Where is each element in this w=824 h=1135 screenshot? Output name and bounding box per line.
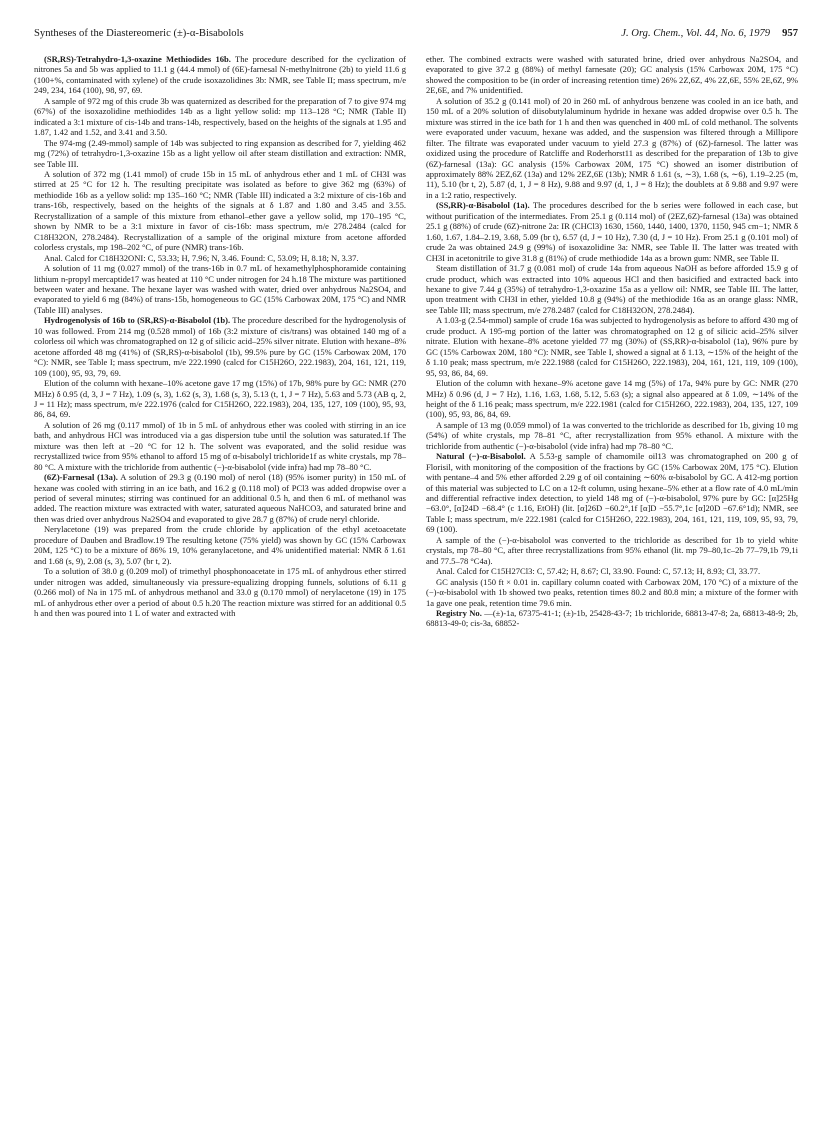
paragraph-text: Elution of the column with hexane–9% acetone gave 14 mg (5%) of 17a, 94% pure by GC: NMR (270 MHz) δ 0.96 (d, J = 7 Hz), 1.16, 1.63, 1.68, 5.12, 5.63 (s); a signal also appeared at δ 1.09, ∼14% of the height of the δ 1.16 peak; mass spectrum, m/e 222.1981 (calcd for C15H26O, 222.1983), 204, 135, 127, 109 (100), 95, 93, 86, 84, 69.	[426, 378, 798, 420]
paragraph	[426, 577, 798, 608]
paragraph	[426, 54, 798, 96]
paragraph-heading: Natural (−)-α-Bisabolol.	[436, 451, 526, 462]
paragraph-text: ether. The combined extracts were washed with saturated brine, dried over anhydrous Na2SO4, and evaporated to give 37.2 g (88%) of methyl farnesate (20); GC analysis (15% Carbowax 20M, 175 °C) showed the composition to be (in order of increasing retention time) 26% 2Z,6Z, 4% 2Z,6E, 55% 2E,6Z, 9% 2E,6E, and 7% unidentified.	[426, 54, 798, 96]
paragraph	[34, 138, 406, 169]
journal-name: J. Org. Chem., Vol. 44, No. 6, 1979	[621, 28, 771, 39]
paragraph-text: The 974-mg (2.49-mmol) sample of 14b was subjected to ring expansion as described for 7, yielding 462 mg (72%) of tetrahydro-1,3-oxazine 15b as a light yellow oil after steam distillation and extraction: NMR, see Table III.	[34, 137, 406, 169]
paragraph-text: A solution of 29.3 g (0.190 mol) of nerol (18) (95% isomer purity) in 150 mL of hexane was cooled with stirring in an ice bath, and 16.2 g (0.118 mol) of PCl3 was added dropwise over a period of several minutes; stirring was continued for an additional 0.5 h, and then 6 mL of methanol was added. The reaction mixture was extracted with water, saturated aqueous NaHCO3, and saturated brine and then was dried over anhydrous Na2SO4 and evaporated to give 28.7 g (87%) of crude neryl chloride.	[34, 472, 406, 524]
paragraph	[34, 315, 406, 378]
paragraph	[426, 535, 798, 566]
paragraph-text: A solution of 11 mg (0.027 mmol) of the trans-16b in 0.7 mL of hexamethylphosphoramide containing lithium n-propyl mercaptide17 was heated at 110 °C under nitrogen for 24 h.18 The mixture was partitioned between water and hexane. The hexane layer was washed with water, dried over anhydrous Na2SO4, and evaporated to yield 6 mg (84%) of trans-15b, homogeneous to GC (15% Carbowax 20M, 175 °C) and NMR (Table III) analyses.	[34, 263, 406, 315]
paragraph-text: A sample of the (−)-α-bisabolol was converted to the trichloride as described for 1b to yield white crystals, mp 78–80 °C, after three recrystallizations from 95% ethanol (lit. mp 79–80,1c–2b 77–79,1b 79,1i and 77.5–78 °C4a).	[426, 534, 798, 566]
paragraph	[34, 566, 406, 618]
paragraph-text: —(±)-1a, 67375-41-1; (±)-1b, 25428-43-7; 1b trichloride, 68813-47-8; 2a, 68813-48-9; 2b, 68813-49-0; cis-3a, 68852-	[426, 608, 799, 629]
left-column	[34, 54, 406, 629]
paragraph-text: Steam distillation of 31.7 g (0.081 mol) of crude 14a from aqueous NaOH as before afforded 15.9 g of crude product, which was extracted into 10% aqueous HCl and then basicified and extracted back into hexane to give 7.44 g (35%) of tetrahydro-1,3-oxazine 15a as a yellow oil: NMR, see Table III. The latter, upon treatment with CH3I in ether, yielded 10.8 g (94%) of the methiodide 16a as an orange glass: NMR, see Table III; mass spectrum, m/e 278.2487 (calcd for C18H32ON, 278.2484).	[426, 263, 798, 315]
paragraph-text: A 1.03-g (2.54-mmol) sample of crude 16a was subjected to hydrogenolysis as before to afford 430 mg of crude product. A 195-mg portion of the latter was chromatographed on 12 g of silicic acid–25% silver nitrate. Elution with hexane–8% acetone yielded 77 mg (30%) of (SS,RR)-α-bisabolol (1a), 96% pure by GC (15% Carbowax 20M, 180 °C): NMR, see Table I, showed a signal at δ 1.13, ∼15% of the height of the δ 1.10 peak; mass spectrum, m/e 222.1988 (calcd for C15H26O, 222.1983), 204, 161, 121, 119, 109 (100), 95, 93, 86, 84, 69.	[426, 315, 798, 378]
paragraph	[426, 263, 798, 315]
paragraph-heading: (SR,RS)-Tetrahydro-1,3-oxazine Methiodides 16b.	[44, 54, 231, 64]
paragraph-text: A solution of 372 mg (1.41 mmol) of crude 15b in 15 mL of anhydrous ether and 1 mL of CH3I was stirred at 25 °C for 12 h. The resulting precipitate was isolated as before to give 362 mg (63%) of methiodide 16b as a yellow solid: mp 135–160 °C; NMR (Table III) indicated a 3:2 mixture of cis-16b and trans-16b, respectively, based on the heights of the signals at δ 1.87 and 1.80 and 3.45 and 3.55. Recrystallization of a sample of this mixture from ethanol–ether gave a yellow solid, mp 170–195 °C, shown by NMR to be a 3:1 mixture in favor of cis-16b: mass spectrum, m/e 278.2484 (calcd for C18H32ON, 278.2484). Recrystallization of a sample of the original mixture from acetone afforded colorless crystals, mp 198–202 °C, of pure (NMR) trans-16b.	[34, 168, 406, 253]
paragraph	[426, 315, 798, 378]
paragraph-text: A solution of 35.2 g (0.141 mol) of 20 in 260 mL of anhydrous benzene was cooled in an ice bath, and 150 mL of a 20% solution of diisobutylaluminum hydride in hexane was added dropwise over 0.5 h. The mixture was stirred in the ice bath for 1 h and then was quenched in 400 mL of cold methanol. The solvents were evaporated under vacuum, hexane was added, and the suspension was filtered through a Millipore filter. The filtrate was evaporated under vacuum to yield 27.3 g (87%) of (6Z)-farnesol. The latter was oxidized using the procedure of Ratcliffe and Roderhorst11 as described for the preparation of 13b to give (6Z)-farnesal (13a): GC analysis (15% Carbowax 20M, 175 °C) showed an isomer distribution of approximately 88% 2EZ,6Z (13a) and 12% 2EZ,6E (13b); NMR δ 1.61 (s, ∼3), 1.68 (s, ∼6), 1.19–2.25 (m, 11), 5.10 (br t, 2), 5.87 (d, 1, J = 8 Hz), 9.88 and 9.97 (d, 1, J = 8 Hz); the doublets at δ 9.88 and 9.97 were in a 1:2 ratio, respectively.	[426, 95, 798, 200]
paragraph	[34, 96, 406, 138]
paragraph	[426, 420, 798, 451]
paragraph	[34, 420, 406, 472]
paragraph-text: A solution of 26 mg (0.117 mmol) of 1b in 5 mL of anhydrous ether was cooled with stirring in an ice bath, and anhydrous HCl was introduced via a gas dispersion tube until the solution was saturated.1f The mixture was then left at −20 °C for 12 h. The solvent was evaporated, and the solid residue was recrystallized twice from 95% ethanol to afford 15 mg of α-bisabolyl trichloride1f as white crystals, mp 78–80 °C. A mixture with the trichloride from authentic (−)-α-bisabolol (vide infra) had mp 78–80 °C.	[34, 419, 406, 472]
page-number: 957	[782, 28, 798, 39]
paragraph	[426, 200, 798, 263]
paragraph-text: A sample of 13 mg (0.059 mmol) of 1a was converted to the trichloride as described for 1b, giving 10 mg (54%) of white crystals, mp 78–81 °C, after recrystallization from 95% ethanol. A mixture with the trichloride from authentic (−)-α-bisabolol (vide infra) had mp 78–80 °C.	[426, 419, 798, 451]
paragraph	[34, 54, 406, 96]
paragraph-text: A sample of 972 mg of this crude 3b was quaternized as described for the preparation of 7 to give 974 mg (67%) of the isoxazolidine methiodides 14b as a light yellow solid: mp 113–128 °C; NMR (Table II) indicated a 3:1 mixture of cis-14b and trans-14b, respectively, based on the heights of the signals at 1.95 and 1.87, 1.42 and 1.52, and 3.41 and 3.50.	[34, 95, 406, 138]
paragraph-heading: Registry No.	[436, 608, 482, 619]
right-column	[426, 54, 798, 629]
paragraph	[34, 253, 406, 263]
paragraph	[426, 566, 798, 576]
paragraph-text: The procedure described for the cyclization of nitrones 5a and 5b was applied to 11.1 g (44.4 mmol) of (6E)-farnesal N-methylnitrone (2b) to yield 11.6 g (100+%, contaminated with xylene) of the crude isoxazolidines 3b: NMR, see Table II; mass spectrum, m/e 249, 234, 164 (100), 98, 97, 69.	[34, 54, 407, 96]
paragraph	[426, 96, 798, 201]
paragraph	[34, 472, 406, 524]
paragraph-text: A 5.53-g sample of chamomile oil13 was chromatographed on 200 g of Florisil, with monitoring of the composition of the fractions by GC (15% Carbowax 20M, 175 °C). Elution with pentane–4 and 5% ether afforded 2.29 g of oil containing ∼60% α-bisabolol by GC. A 412-mg portion of this material was subjected to LC on a 12-ft column, using hexane–5% ether at a flow rate of 4.0 mL/min and differential refractive index detection, to yield 148 mg of (−)-α-bisabolol, 97% pure by GC: [α]25Hg −63.0°, [α]24D −68.4° (c 1.16, EtOH) (lit. [α]26D −60.2°,1f [α]D −55.7°,1c [α]20D −67.6°1d); NMR, see Table I; mass spectrum, m/e 222.1981 (calcd for C15H26O, 222.1983), 204, 161, 121, 119, 109, 95, 93, 79, 69 (100).	[426, 451, 798, 535]
paragraph-text: Nerylacetone (19) was prepared from the crude chloride by application of the ethyl acetoacetate procedure of Dauben and Bradlow.19 The resulting ketone (75% yield) was shown by GC (15% Carbowax 20M, 125 °C) to be a mixture of 86% 19, 10% geranylacetone, and 4% unidentified material: NMR δ 1.61 and 1.68 (s, 9), 2.08 (s, 3), 5.07 (br t, 2).	[34, 524, 406, 566]
journal-citation	[621, 28, 798, 39]
running-header	[34, 28, 798, 54]
paragraph	[34, 263, 406, 315]
paragraph	[426, 451, 798, 535]
paragraph-text: The procedures described for the b series were followed in each case, but without purification of the intermediates. From 25.1 g (0.114 mol) of (2EZ,6Z)-farnesal (13a) was obtained 25.1 g (88%) of crude (6Z)-nitrone 2a: IR (CHCl3) 1630, 1560, 1440, 1400, 1370, 1150, 945 cm−1; NMR δ 1.60, 1.67, 1.84–2.19, 3.68, 5.09 (br t), 6.57 (d, J = 10 Hz), 7.30 (d, J = 10 Hz). From 25.1 g (0.101 mol) of crude 2a was obtained 24.9 g (99%) of isoxazolidine 3a: NMR, see Table II. The latter was treated with CH3I in acetonitrile to give 31.8 g (81%) of crude methiodide 14a as a brown gum: NMR, see Table II.	[426, 200, 798, 263]
paragraph-text: Anal. Calcd for C18H32ONI: C, 53.33; H, 7.96; N, 3.46. Found: C, 53.09; H, 8.18; N, 3.37.	[44, 252, 359, 263]
paragraph	[426, 378, 798, 420]
paragraph-heading: Hydrogenolysis of 16b to (SR,RS)-α-Bisabolol (1b).	[44, 315, 231, 326]
paragraph-text: GC analysis (150 ft × 0.01 in. capillary column coated with Carbowax 20M, 170 °C) of a mixture of the (−)-α-bisabolol with 1b showed two peaks, retention times 80.2 and 80.8 min; a mixture of the former with 1a gave one peak, retention time 79.6 min.	[426, 576, 798, 608]
paragraph-heading: (SS,RR)-α-Bisabolol (1a).	[436, 200, 530, 211]
paragraph-heading: (6Z)-Farnesal (13a).	[44, 472, 118, 483]
paragraph	[426, 608, 798, 629]
two-column-body	[34, 54, 798, 629]
paragraph-text: Elution of the column with hexane–10% acetone gave 17 mg (15%) of 17b, 98% pure by GC: NMR (270 MHz) δ 0.95 (d, 3, J = 7 Hz), 1.09 (s, 3), 1.62 (s, 3), 1.68 (s, 3), 5.13 (t, 1, J = 7 Hz), 5.63 and 5.73 (AB q, 2, J = 11 Hz); mass spectrum, m/e 222.1976 (calcd for C15H26O, 222.1983), 204, 135, 127, 109 (100), 95, 93, 86, 84, 69.	[34, 378, 406, 420]
paragraph	[34, 524, 406, 566]
running-title: Syntheses of the Diastereomeric (±)-α-Bisabolols	[34, 28, 244, 39]
paragraph-text: To a solution of 38.0 g (0.209 mol) of trimethyl phosphonoacetate in 175 mL of anhydrous ether stirred under nitrogen was added, simultaneously via pressure-equalizing dropping funnels, solutions of 6.11 g (0.266 mol) of Na in 175 mL of anhydrous methanol and 33.0 g (0.170 mmol) of nerylacetone (19) in 175 mL of anhydrous ether over a period of about 0.5 h.20 The reaction mixture was stirred for an additional 0.5 h and then was poured into 1 L of water and extracted with	[34, 566, 406, 619]
paragraph	[34, 378, 406, 420]
paragraph-text: Anal. Calcd for C15H27Cl3: C, 57.42; H, 8.67; Cl, 33.90. Found: C, 57.13; H, 8.93; Cl, 33.77.	[436, 566, 761, 577]
paragraph-text: The procedure described for the hydrogenolysis of 10 was followed. From 214 mg (0.528 mmol) of 16b (3:2 mixture of cis/trans) was obtained 140 mg of a colorless oil which was chromatographed on 12 g of silicic acid–25% silver nitrate. Elution with hexane–8% acetone afforded 48 mg (41%) of (SR,RS)-α-bisabolol (1b), 99.5% pure by GC (15% Carbowax 20M, 170 °C): NMR, see Table I; mass spectrum, m/e 222.1990 (calcd for C15H26O, 222.1983), 204, 161, 121, 119, 109 (100), 95, 93, 79, 69.	[34, 315, 407, 378]
paragraph	[34, 169, 406, 253]
